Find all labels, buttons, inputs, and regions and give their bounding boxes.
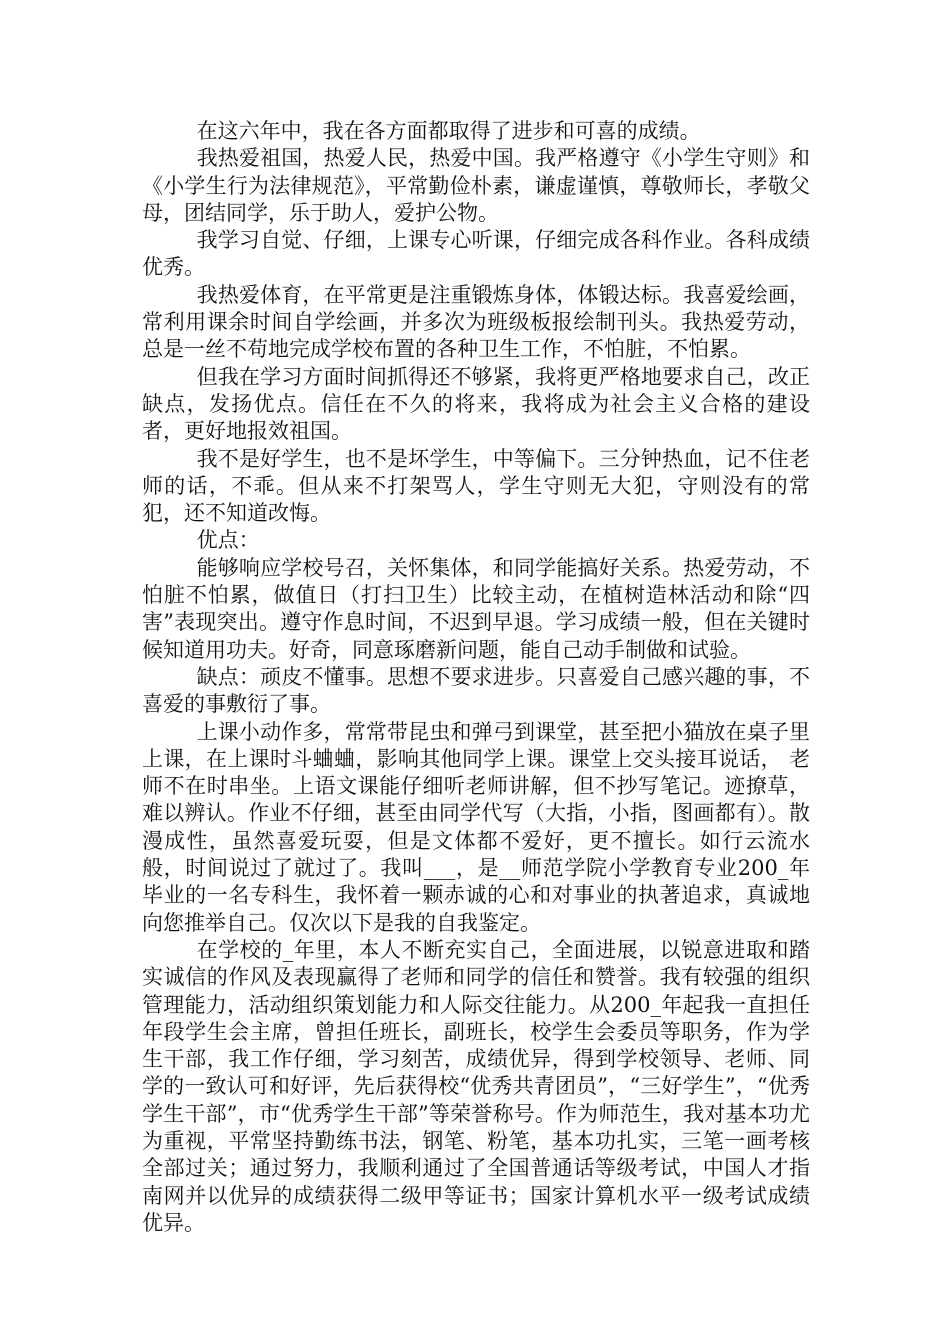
paragraph-strengths-heading: 优点： — [196, 528, 260, 553]
paragraph-weaknesses: 缺点：顽皮不懂事。思想不要求进步。只喜爱自己感兴趣的事，不喜爱的事敷衍了事。 — [142, 664, 810, 717]
paragraph-self-assessment: 我不是好学生，也不是坏学生，中等偏下。三分钟热血，记不住老师的话，不乖。但从来不打架骂人，学生守则无大犯，守则没有的常犯，还不知道改悔。 — [142, 446, 810, 526]
paragraph-improvement: 但我在学习方面时间抓得还不够紧，我将更严格地要求自己，改正缺点，发扬优点。信任在不久的将来，我将成为社会主义合格的建设者，更好地报效祖国。 — [142, 364, 810, 444]
paragraph-intro: 在这六年中，我在各方面都取得了进步和可喜的成绩。 — [196, 119, 701, 143]
paragraph-strengths: 能够响应学校号召，关怀集体，和同学能搞好关系。热爱劳动，不怕脏不怕累，做值日（打扫卫生）比较主动，在植树造林活动和除“四害”表现突出。遵守作息时间，不迟到早退。学习成绩一般，但在关键时候知道用功夫。好奇，同意琢磨新问题，能自己动手制做和试验。 — [142, 555, 810, 662]
paragraph-sports-art: 我热爱体育，在平常更是注重锻炼身体，体锻达标。我喜爱绘画，常利用课余时间自学绘画，并多次为班级板报绘制刊头。我热爱劳动，总是一丝不苟地完成学校布置的各种卫生工作，不怕脏，不怕累。 — [142, 282, 810, 362]
paragraph-study: 我学习自觉、仔细，上课专心听课，仔细完成各科作业。各科成绩优秀。 — [142, 228, 810, 280]
paragraph-patriotism: 我热爱祖国，热爱人民，热爱中国。我严格遵守《小学生守则》和《小学生行为法律规范》，平常勤俭朴素，谦虚谨慎，尊敬师长，孝敬父母，团结同学，乐于助人，爱护公物。 — [142, 146, 810, 225]
paragraph-school-achievements: 在学校的_年里，本人不断充实自己，全面进展，以锐意进取和踏实诚信的作风及表现赢得了老师和同学的信任和赞誉。我有较强的组织管理能力，活动组织策划能力和人际交往能力。从200_年起我一直担任年段学生会主席，曾担任班长，副班长，校学生会委员等职务，作为学生干部，我工作仔细，学习刻苦，成绩优异，得到学校领导、老师、同学的一致认可和好评，先后获得校“优秀共青团员”，“三好学生”，“优秀学生干部”，市“优秀学生干部”等荣誉称号。作为师范生，我对基本功尤为重视，平常坚持勤练书法，钢笔、粉笔，基本功扎实，三笔一画考核全部过关；通过努力，我顺利通过了全国普通话等级考试，中国人才指南网并以优异的成绩获得二级甲等证书；国家计算机水平一级考试成绩优异。 — [142, 937, 810, 1235]
document-body — [142, 118, 810, 1237]
paragraph-classroom-behavior: 上课小动作多，常常带昆虫和弹弓到课堂，甚至把小猫放在桌子里上课，在上课时斗蛐蛐，影响其他同学上课。课堂上交头接耳说话， 老师不在时串坐。上语文课能仔细听老师讲解，但不抄写笔记。迹撩草，难以辨认。作业不仔细，甚至由同学代写（大指，小指，图画都有）。散漫成性，虽然喜爱玩耍，但是文体都不爱好，更不擅长。如行云流水般，时间说过了就过了。我叫___，是__师范学院小学教育专业200_年毕业的一名专科生，我怀着一颗赤诚的心和对事业的执著追求，真诚地向您推举自己。仅次以下是我的自我鉴定。 — [142, 719, 810, 935]
